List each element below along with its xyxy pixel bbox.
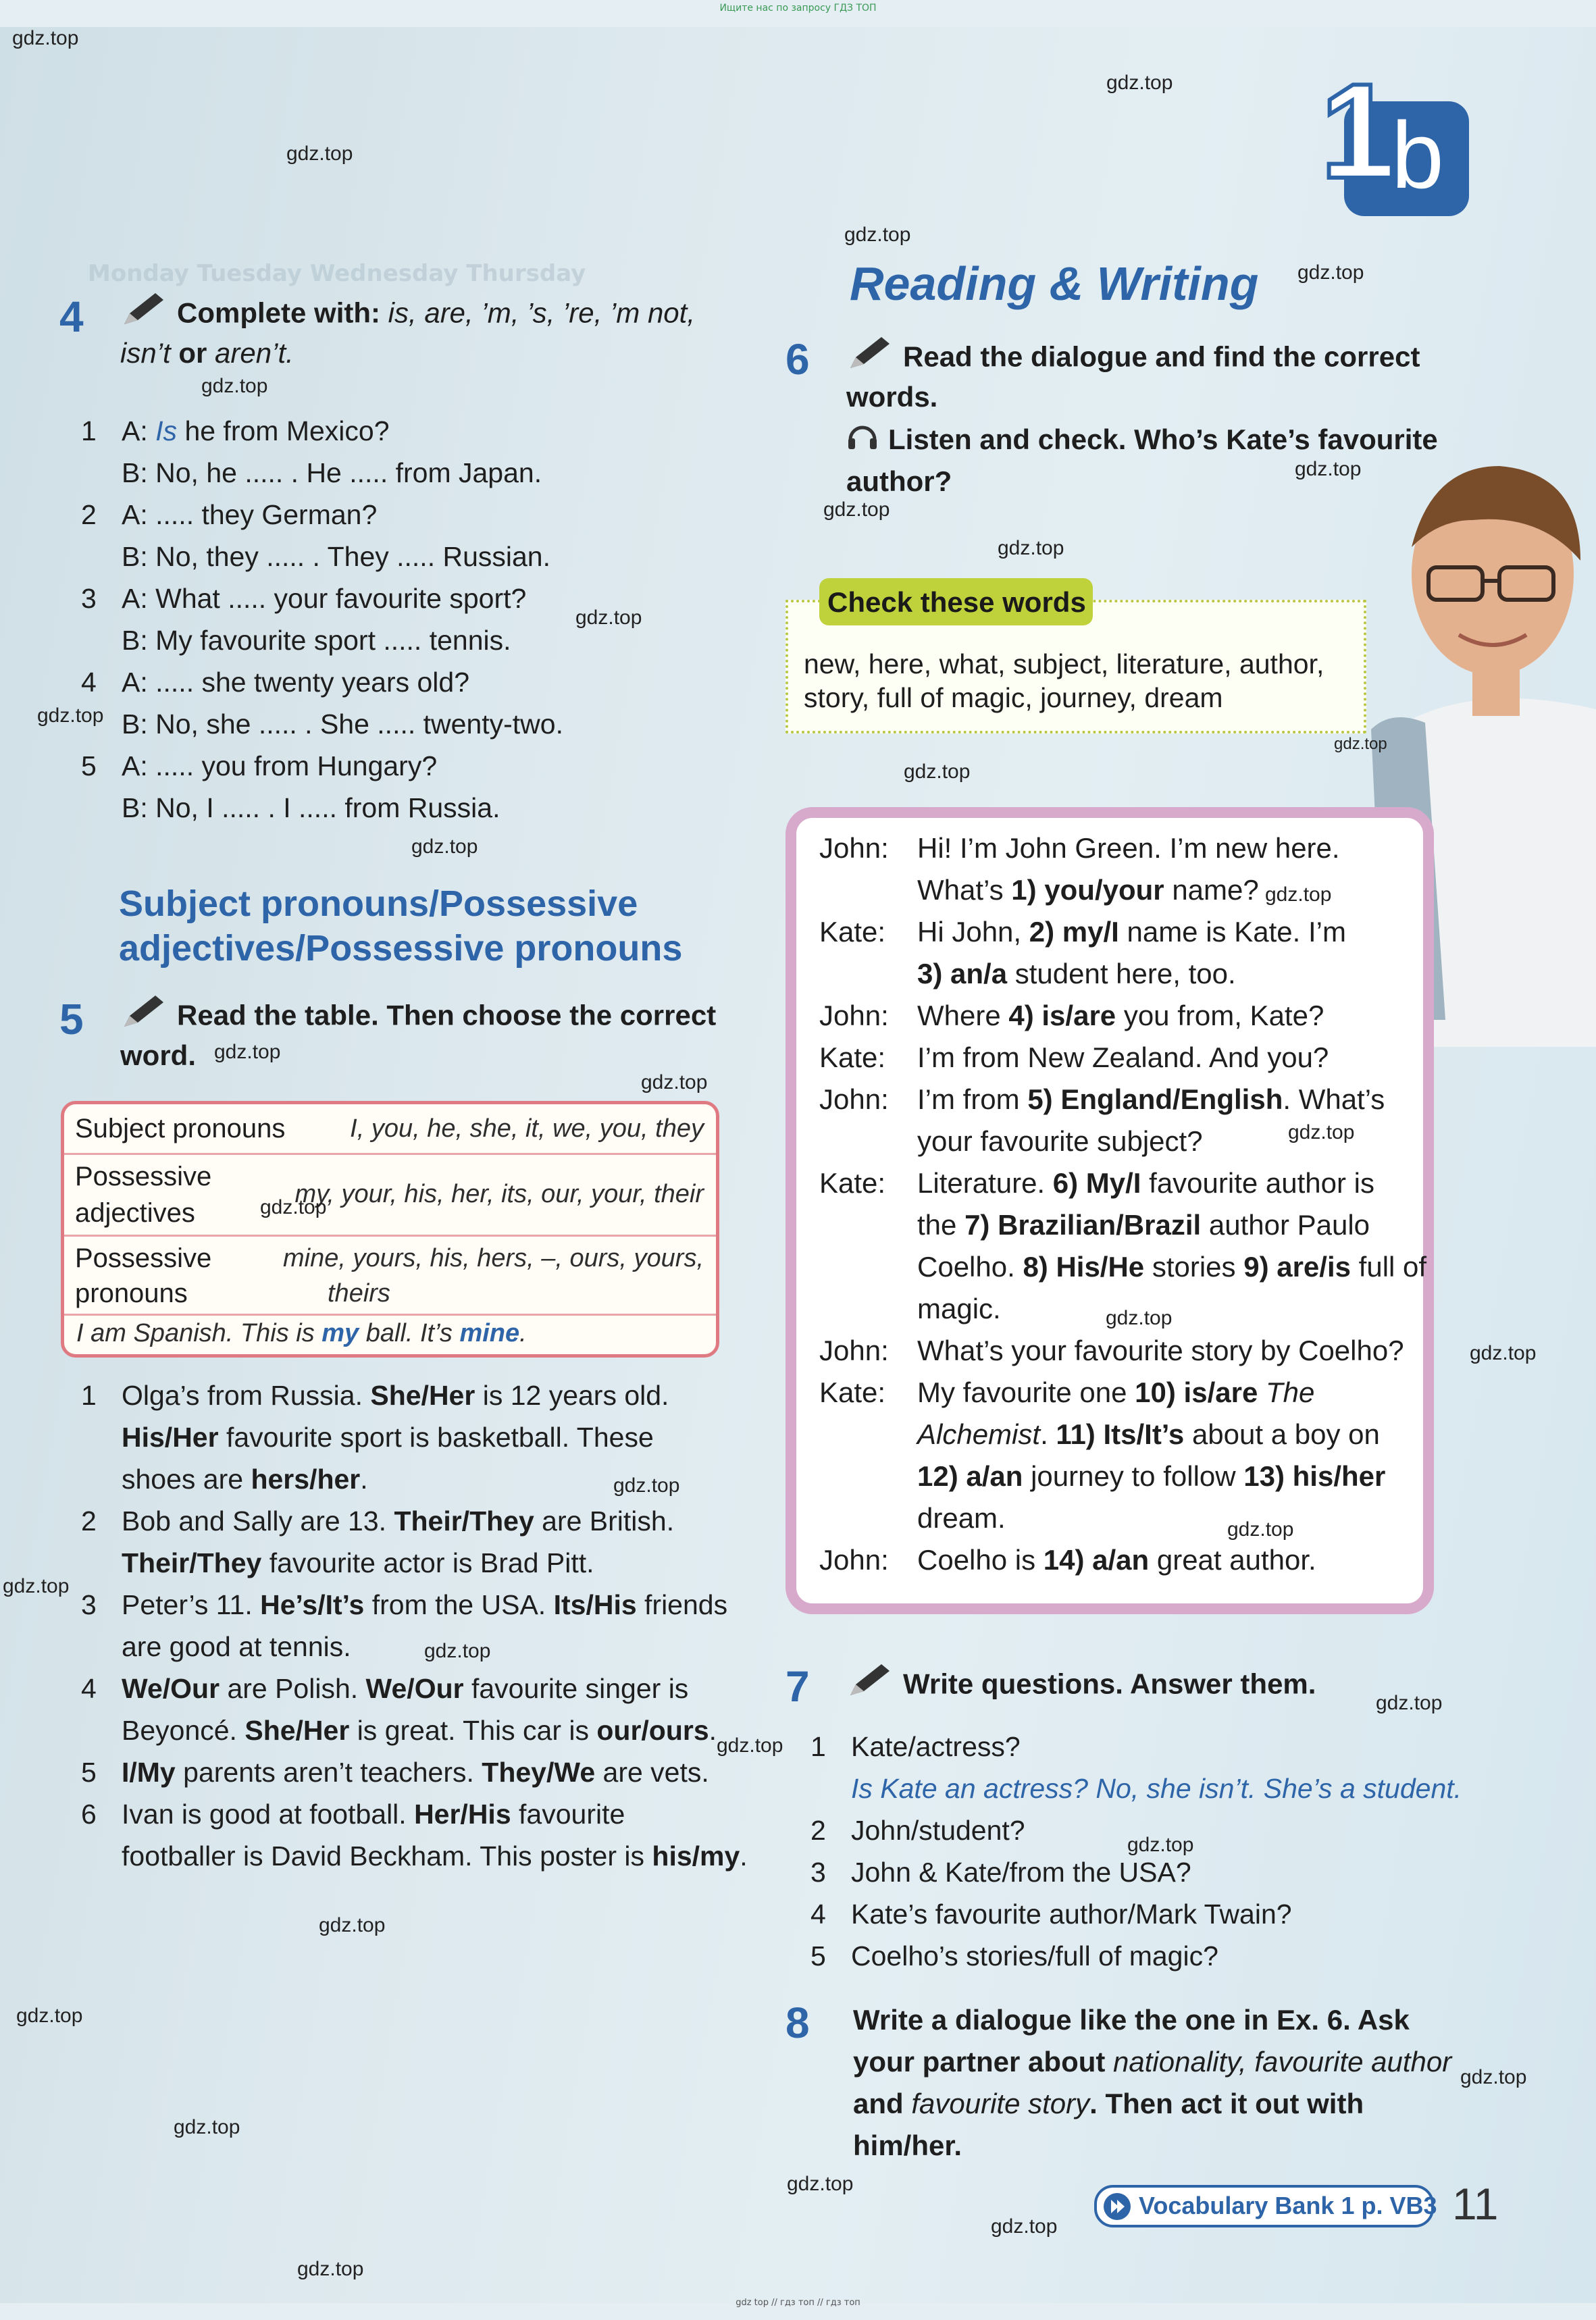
check-words-label-text: Check these words (827, 586, 1086, 618)
dialogue-line (819, 827, 1414, 869)
headphones-icon (846, 419, 879, 463)
list-item-b: B: No, they ..... . They ..... Russian. (122, 541, 550, 572)
list-item-b: B: No, I ..... . I ..... from Russia. (122, 792, 500, 823)
list-item-text: Olga’s from Russia. She/Her is 12 years old. (122, 1380, 669, 1411)
exercise-6-number: 6 (786, 335, 810, 384)
list-item (81, 1668, 729, 1709)
list-item-text: shoes are hers/her. (122, 1464, 368, 1495)
list-item-text: I/My parents aren’t teachers. They/We are vets. (122, 1757, 709, 1788)
list-item (81, 1374, 729, 1416)
list-item-number: 5 (81, 1757, 97, 1788)
list-item-continuation (81, 1709, 729, 1751)
reading-writing-title: Reading & Writing (850, 257, 1259, 310)
unit-badge-number: 1 (1320, 56, 1396, 207)
watermark: gdz.top (214, 1041, 281, 1063)
dialogue-line (819, 1079, 1414, 1120)
check-words-label (819, 578, 1093, 625)
watermark: gdz.top (1295, 458, 1362, 480)
dialogue-speaker: Kate: (819, 916, 886, 948)
watermark: gdz.top (1288, 1121, 1355, 1143)
watermark: gdz.top (1376, 1692, 1443, 1714)
table-row-label: adjectives (75, 1198, 195, 1228)
dialogue-line (819, 911, 1414, 953)
exercise-6-instruction: Read the dialogue and find the correct (846, 334, 1420, 384)
list-item-number: 3 (81, 1589, 97, 1620)
list-item: 3 A: What ..... your favourite sport? (81, 583, 527, 614)
list-item: 2 John/student? (810, 1815, 1025, 1846)
watermark: gdz.top (717, 1734, 783, 1757)
watermark: gdz.top (1106, 1307, 1173, 1329)
table-row (64, 1155, 716, 1237)
dialogue-line (819, 1497, 1414, 1539)
dialogue-text: What’s your favourite story by Coelho? (917, 1335, 1404, 1366)
list-item-text: Ivan is good at football. Her/His favourite (122, 1799, 625, 1830)
list-item (81, 1584, 729, 1626)
watermark: gdz.top (641, 1071, 708, 1093)
list-item: 2 A: ..... they German? (81, 499, 378, 530)
watermark: gdz.top (1265, 883, 1332, 906)
list-item-number: 2 (81, 1505, 97, 1537)
table-row-value: theirs (328, 1279, 390, 1308)
bottom-note: gdz top // гдз топ // гдз топ (736, 2298, 860, 2308)
watermark: gdz.top (1470, 1342, 1537, 1364)
dialogue-text: Coelho is 14) a/an great author. (917, 1544, 1316, 1576)
exercise-5-instruction-line2: word. (120, 1039, 196, 1071)
watermark: gdz.top (319, 1914, 386, 1936)
watermark: gdz.top (411, 835, 478, 858)
watermark: gdz.top (613, 1474, 680, 1497)
grammar-title-line1: Subject pronouns/Possessive (119, 883, 638, 924)
list-item-text: We/Our are Polish. We/Our favourite singer is (122, 1673, 689, 1704)
list-item-number: 6 (81, 1799, 97, 1830)
list-item-number: 1 (81, 1380, 97, 1411)
dialogue-speaker: John: (819, 1335, 889, 1366)
watermark: gdz.top (1460, 2066, 1527, 2088)
dialogue-text: 12) a/an journey to follow 13) his/her (917, 1460, 1386, 1492)
table-row-value: mine, yours, his, hers, –, ours, yours, (282, 1244, 704, 1272)
list-item-text: Their/They favourite actor is Brad Pitt. (122, 1547, 594, 1578)
pronoun-table (61, 1101, 719, 1358)
dialogue-line (819, 1037, 1414, 1079)
watermark: gdz.top (3, 1575, 70, 1597)
table-row (64, 1104, 716, 1155)
watermark: gdz.top (12, 27, 79, 49)
list-item (81, 1500, 729, 1542)
list-item: 5 Coelho’s stories/full of magic? (810, 1940, 1218, 1971)
dialogue-text: I’m from 5) England/English. What’s (917, 1083, 1385, 1115)
list-item: 4 A: ..... she twenty years old? (81, 667, 470, 698)
list-item-text: Beyoncé. She/Her is great. This car is our/ours. (122, 1715, 717, 1746)
table-row-label: Possessive (75, 1243, 212, 1273)
list-item: 5 A: ..... you from Hungary? (81, 750, 438, 781)
watermark: gdz.top (1106, 72, 1173, 94)
vocabulary-bank-link[interactable] (1094, 2185, 1437, 2227)
list-item-text: Bob and Sally are 13. Their/They are British. (122, 1505, 675, 1537)
list-item-text: His/Her favourite sport is basketball. These (122, 1422, 654, 1453)
watermark: gdz.top (904, 761, 971, 783)
exercise-4-instruction: Complete with: is, are, ’m, ’s, ’re, ’m not, (120, 290, 728, 340)
list-item (81, 1793, 729, 1835)
dialogue-line (819, 1330, 1414, 1372)
dialogue-line (819, 1455, 1414, 1497)
list-item-continuation (81, 1626, 729, 1668)
list-item: 4 Kate’s favourite author/Mark Twain? (810, 1899, 1292, 1930)
list-item: 1 A: Is he from Mexico? (81, 415, 390, 446)
list-item-b: B: My favourite sport ..... tennis. (122, 625, 511, 656)
dialogue-speaker: Kate: (819, 1376, 886, 1408)
watermark: gdz.top (991, 2215, 1058, 2238)
dialogue-text: Hi! I’m John Green. I’m new here. (917, 832, 1340, 864)
watermark: gdz.top (424, 1640, 491, 1662)
exercise-5-list (81, 1374, 748, 1877)
watermark: gdz.top (286, 143, 353, 165)
dialogue-speaker: Kate: (819, 1167, 886, 1199)
list-item-text: are good at tennis. (122, 1631, 351, 1662)
list-item-continuation (81, 1542, 729, 1584)
dialogue-speaker: John: (819, 1083, 889, 1115)
exercise-8-line2: your partner about nationality, favourite author (853, 2046, 1452, 2078)
watermark: gdz.top (998, 537, 1064, 559)
dialogue-line (819, 953, 1414, 995)
dialogue-text: Alchemist. 11) Its/It’s about a boy on (917, 1418, 1380, 1450)
pencil-icon (846, 1661, 894, 1711)
list-item-continuation (81, 1835, 748, 1877)
list-item-b: B: No, he ..... . He ..... from Japan. (122, 457, 542, 488)
grammar-title-line2: adjectives/Possessive pronouns (119, 928, 683, 969)
dialogue-text: I’m from New Zealand. And you? (917, 1041, 1329, 1073)
exercise-5-instruction: Read the table. Then choose the correct (120, 993, 716, 1042)
dialogue (819, 827, 1427, 1581)
watermark: gdz.top (844, 224, 911, 246)
exercise-6-instruction-line3: Listen and check. Who’s Kate’s favourite (846, 419, 1438, 463)
dialogue-text: Where 4) is/are you from, Kate? (917, 1000, 1324, 1031)
exercise-5-number: 5 (59, 995, 84, 1043)
dialogue-speaker: John: (819, 1544, 889, 1576)
check-words-line2: story, full of magic, journey, dream (804, 682, 1223, 713)
dialogue-text: the 7) Brazilian/Brazil author Paulo (917, 1209, 1370, 1241)
dialogue-line (819, 995, 1414, 1037)
dialogue-text: Coelho. 8) His/He stories 9) are/is full of (917, 1251, 1427, 1283)
exercise-4-instruction-line2: isn’t or aren’t. (120, 337, 294, 369)
watermark: gdz.top (260, 1196, 327, 1218)
top-note: Ищите нас по запросу ГДЗ ТОП (719, 3, 877, 14)
exercise-8-number: 8 (786, 1999, 810, 2047)
dialogue-line (819, 1539, 1414, 1581)
dialogue-text: 3) an/a student here, too. (917, 958, 1236, 989)
list-item-text: Peter’s 11. He’s/It’s from the USA. Its/His friends (122, 1589, 728, 1620)
exercise-7-instruction: Write questions. Answer them. (846, 1661, 1316, 1711)
dialogue-line (819, 1246, 1427, 1288)
exercise-7-number: 7 (786, 1662, 810, 1711)
watermark: gdz.top (1227, 1518, 1294, 1541)
watermark: gdz.top (1334, 735, 1387, 753)
watermark: gdz.top (787, 2173, 854, 2195)
exercise-6-instruction-line2: words. (846, 381, 938, 413)
dialogue-text: your favourite subject? (917, 1125, 1203, 1157)
table-row-label: pronouns (75, 1279, 188, 1308)
dialogue-text: dream. (917, 1502, 1006, 1534)
dialogue-speaker: John: (819, 1000, 889, 1031)
dialogue-line (819, 1414, 1414, 1455)
table-row-value: I, you, he, she, it, we, you, they (350, 1114, 704, 1143)
exercise-4-number: 4 (59, 292, 84, 341)
exercise-8-line3: and favourite story. Then act it out with (853, 2088, 1364, 2119)
play-arrow-icon (1102, 2192, 1132, 2224)
table-row (64, 1237, 716, 1316)
list-item-continuation (81, 1416, 729, 1458)
check-words-line1: new, here, what, subject, literature, author, (804, 648, 1324, 679)
table-example: I am Spanish. This is my ball. It’s mine. (76, 1319, 527, 1347)
exercise-8-line1: Write a dialogue like the one in Ex. 6. Ask (853, 2004, 1410, 2036)
dialogue-text: What’s 1) you/your name? (917, 874, 1259, 906)
dialogue-text: Hi John, 2) my/I name is Kate. I’m (917, 916, 1346, 948)
dialogue-line (819, 1372, 1414, 1414)
watermark: gdz.top (201, 375, 268, 397)
exercise-8-line4: him/her. (853, 2130, 962, 2161)
vocabulary-bank-label: Vocabulary Bank 1 p. VB3 (1139, 2192, 1437, 2219)
watermark: gdz.top (297, 2258, 364, 2280)
list-item-number: 4 (81, 1673, 97, 1704)
dialogue-text: magic. (917, 1293, 1001, 1324)
watermark: gdz.top (1127, 1834, 1194, 1856)
watermark: gdz.top (174, 2116, 240, 2138)
list-item-b: B: No, she ..... . She ..... twenty-two. (122, 708, 563, 740)
dialogue-speaker: John: (819, 832, 889, 864)
list-item: 1 Kate/actress? (810, 1731, 1021, 1762)
exercise-6-instruction-line4: author? (846, 465, 952, 497)
table-row-value: my, your, his, her, its, our, your, their (294, 1180, 704, 1208)
unit-badge-letter: b (1391, 102, 1444, 208)
dialogue-text: My favourite one 10) is/are The (917, 1376, 1315, 1408)
list-item-text: footballer is David Beckham. This poster is his/my. (122, 1840, 748, 1872)
dialogue-text: Literature. 6) My/I favourite author is (917, 1167, 1374, 1199)
watermark: gdz.top (16, 2005, 83, 2027)
list-item-answer: Is Kate an actress? No, she isn’t. She’s a student. (851, 1773, 1462, 1804)
watermark: gdz.top (37, 704, 104, 727)
dialogue-line (819, 1162, 1414, 1204)
table-row-label: Possessive (75, 1162, 212, 1191)
watermark: gdz.top (823, 498, 890, 521)
table-row-label: Subject pronouns (75, 1114, 286, 1143)
background-ghost-text: Monday Tuesday Wednesday Thursday (88, 260, 586, 287)
list-item (81, 1751, 729, 1793)
list-item: 3 John & Kate/from the USA? (810, 1857, 1191, 1888)
watermark: gdz.top (1297, 261, 1364, 284)
dialogue-line (819, 1204, 1414, 1246)
watermark: gdz.top (575, 607, 642, 629)
dialogue-speaker: Kate: (819, 1041, 886, 1073)
page-number: 11 (1452, 2179, 1499, 2229)
